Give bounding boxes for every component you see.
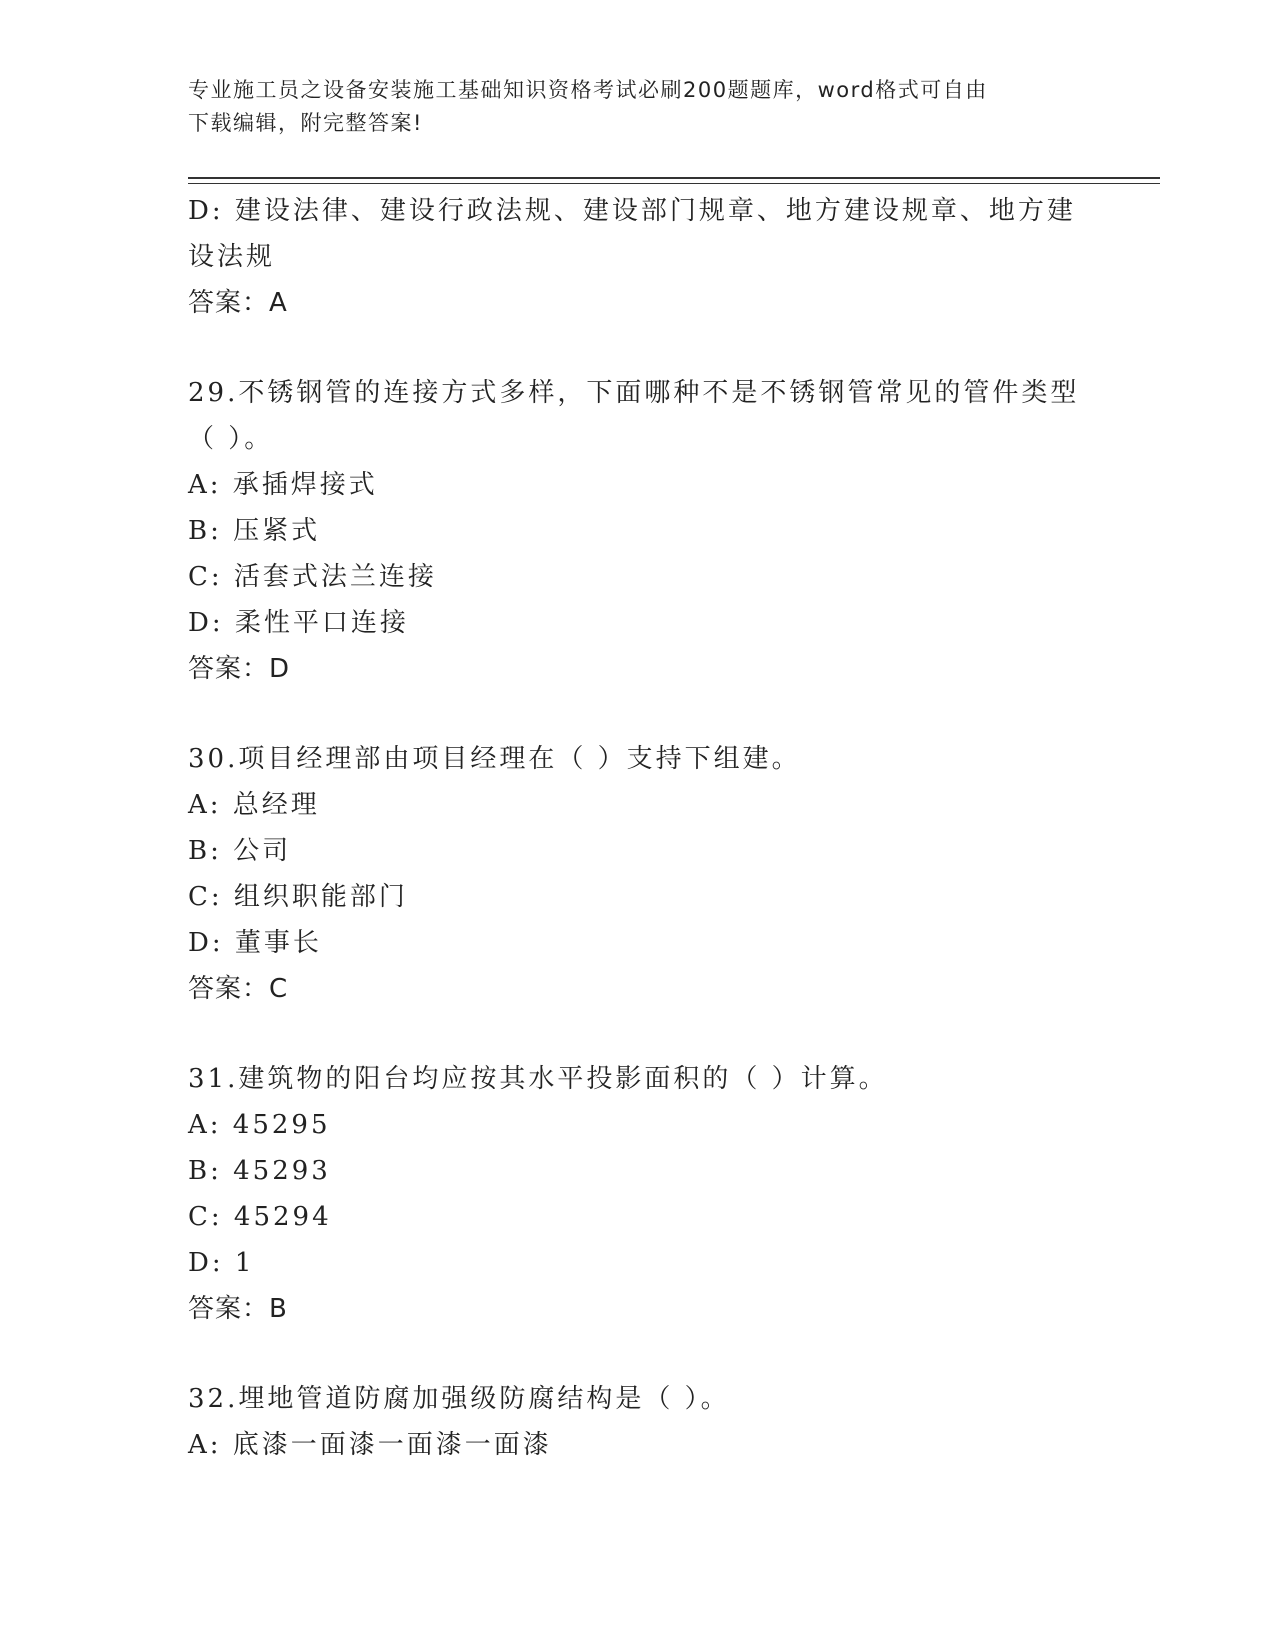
header-line-2: 下载编辑，附完整答案!: [188, 111, 423, 135]
question-29: [188, 370, 1088, 692]
header-line-1: 专业施工员之设备安装施工基础知识资格考试必刷200题题库，word格式可自由: [188, 78, 988, 102]
option-b: B: 公司: [188, 836, 292, 866]
option-d: D: 建设法律、建设行政法规、建设部门规章、地方建设规章、地方建: [188, 196, 1076, 226]
option-b: B: 45293: [188, 1156, 331, 1186]
option-c: C: 组织职能部门: [188, 882, 408, 912]
question-31: [188, 1056, 1088, 1332]
option-c: C: 活套式法兰连接: [188, 562, 437, 592]
option-d: D: 柔性平口连接: [188, 608, 409, 638]
answer-label: 答案：D: [188, 654, 291, 684]
answer-label: 答案：B: [188, 1294, 288, 1324]
question-30: [188, 736, 1088, 1012]
answer-label: 答案：C: [188, 974, 289, 1004]
question-stem: 29.不锈钢管的连接方式多样，下面哪种不是不锈钢管常见的管件类型: [188, 378, 1080, 408]
option-d-continued: 设法规: [188, 242, 276, 272]
question-stem-continued: （ ）。: [188, 424, 274, 454]
option-b: B: 压紧式: [188, 516, 321, 546]
option-d: D: 1: [188, 1248, 255, 1278]
option-d: D: 董事长: [188, 928, 322, 958]
question-list: [188, 188, 1088, 1468]
document-header: [188, 74, 1068, 140]
spacer: [188, 1332, 1088, 1376]
header-rule-thin: [188, 183, 1160, 184]
spacer: [188, 692, 1088, 736]
option-c: C: 45294: [188, 1202, 332, 1232]
question-28-tail: [188, 188, 1088, 326]
spacer: [188, 326, 1088, 370]
question-stem: 32.埋地管道防腐加强级防腐结构是（ ）。: [188, 1384, 730, 1414]
option-a: A: 底漆一面漆一面漆一面漆: [188, 1430, 552, 1460]
header-rule-thick: [188, 177, 1160, 179]
option-a: A: 承插焊接式: [188, 470, 378, 500]
option-a: A: 总经理: [188, 790, 320, 820]
question-stem: 31.建筑物的阳台均应按其水平投影面积的（ ）计算。: [188, 1064, 888, 1094]
question-stem: 30.项目经理部由项目经理在（ ）支持下组建。: [188, 744, 801, 774]
spacer: [188, 1012, 1088, 1056]
question-32: [188, 1376, 1088, 1468]
option-a: A: 45295: [188, 1110, 331, 1140]
answer-label: 答案：A: [188, 288, 288, 318]
